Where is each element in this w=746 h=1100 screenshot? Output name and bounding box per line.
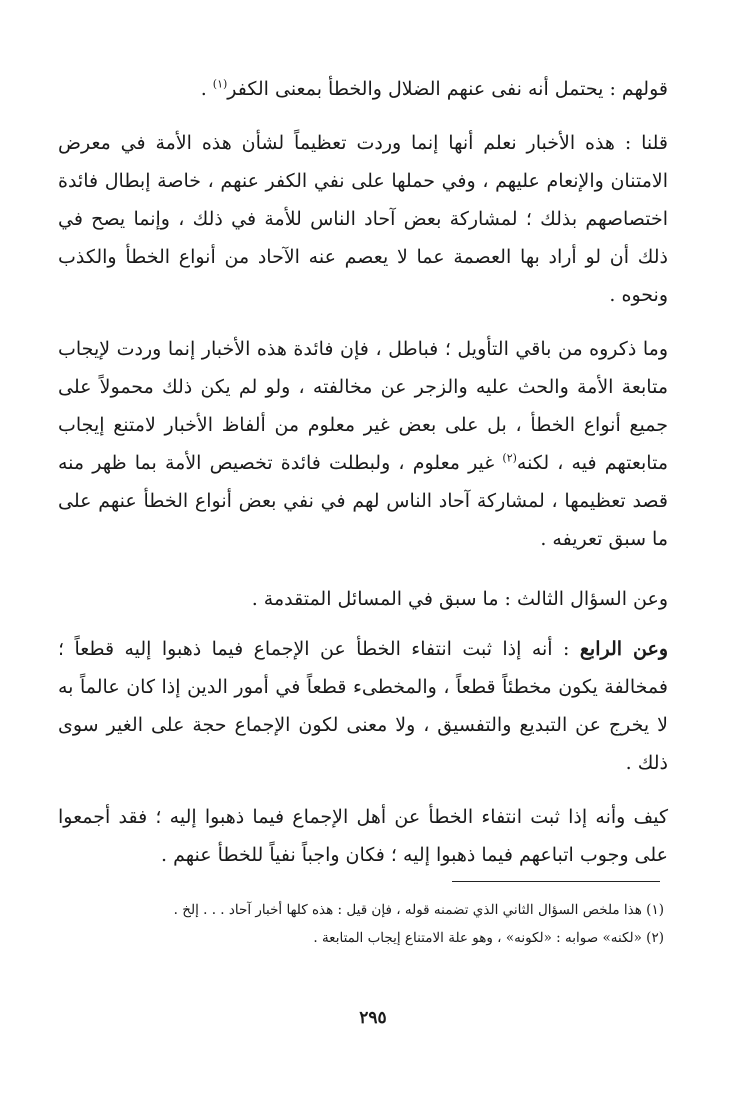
paragraph-1-tail: . xyxy=(200,78,213,100)
footnote-2: (٢) «لكنه» صوابه : «لكونه» ، وهو علة الامتناع إيجاب المتابعة . xyxy=(313,930,664,946)
paragraph-5-lead: وعن الرابع xyxy=(579,638,669,660)
paragraph-5-text: : أنه إذا ثبت انتفاء الخطأ عن الإجماع فيما ذهبوا إليه قطعاً ؛ فمخالفة يكون مخطئاً قطعاً ، والمخطىء قطعاً في أمور الدين إذا كان عالماً به لا يخرج عن التبديع والتفسيق ، ولا معنى لكون الإجماع حجة على الغير سوى ذلك . xyxy=(58,638,668,774)
footnotes xyxy=(58,896,664,952)
paragraph-3 xyxy=(58,330,668,558)
paragraph-5 xyxy=(58,630,668,782)
footnote-1: (١) هذا ملخص السؤال الثاني الذي تضمنه قوله ، فإن قيل : هذه كلها أخبار آحاد . . . إلخ . xyxy=(173,902,664,918)
paragraph-4 xyxy=(58,580,668,618)
footnote-separator xyxy=(452,881,660,882)
paragraph-3-text: وما ذكروه من باقي التأويل ؛ فباطل ، فإن فائدة هذه الأخبار إنما وردت لإيجاب متابعة الأمة والحث عليه والزجر عن مخالفته ، ولو لم يكن ذلك محمولاً على جميع أنواع الخطأ ، بل على بعض غير معلوم من ألفاظ الأخبار لامتنع إيجاب متابعتهم فيه ، لكنه xyxy=(58,338,668,474)
paragraph-6-text: كيف وأنه إذا ثبت انتفاء الخطأ عن أهل الإجماع فيما ذهبوا إليه ؛ فقد أجمعوا على وجوب اتباعهم فيما ذهبوا إليه ؛ فكان واجباً نفياً للخطأ عنهم . xyxy=(58,806,668,866)
footnote-ref-1: (١) xyxy=(212,77,228,91)
paragraph-4-text: وعن السؤال الثالث : ما سبق في المسائل المتقدمة . xyxy=(251,588,668,610)
paragraph-6 xyxy=(58,798,668,874)
footnote-ref-2: (٢) xyxy=(502,451,517,465)
paragraph-2 xyxy=(58,124,668,314)
paragraph-1 xyxy=(58,70,668,108)
paragraph-1-text: قولهم : يحتمل أنه نفى عنهم الضلال والخطأ بمعنى الكفر xyxy=(227,78,668,100)
paragraph-3-tail: غير معلوم ، ولبطلت فائدة تخصيص الأمة بما ظهر منه قصد تعظيمها ، لمشاركة آحاد الناس لهم في نفي بعض أنواع الخطأ عنهم على ما سبق تعريفه . xyxy=(58,452,668,550)
paragraph-2-text: قلنا : هذه الأخبار نعلم أنها إنما وردت تعظيماً لشأن هذه الأمة في معرض الامتنان والإنعام عليهم ، وفي حملها على نفي الكفر عنهم ، خاصة إبطال فائدة اختصاصهم بذلك ؛ لمشاركة بعض آحاد الناس للأمة في ذلك ، وإنما يصح في ذلك أن لو أراد بها العصمة عما لا يعصم عنه الآحاد من أنواع الخطأ والكذب ونحوه . xyxy=(58,132,668,306)
page-number: ٢٩٥ xyxy=(359,1008,387,1028)
